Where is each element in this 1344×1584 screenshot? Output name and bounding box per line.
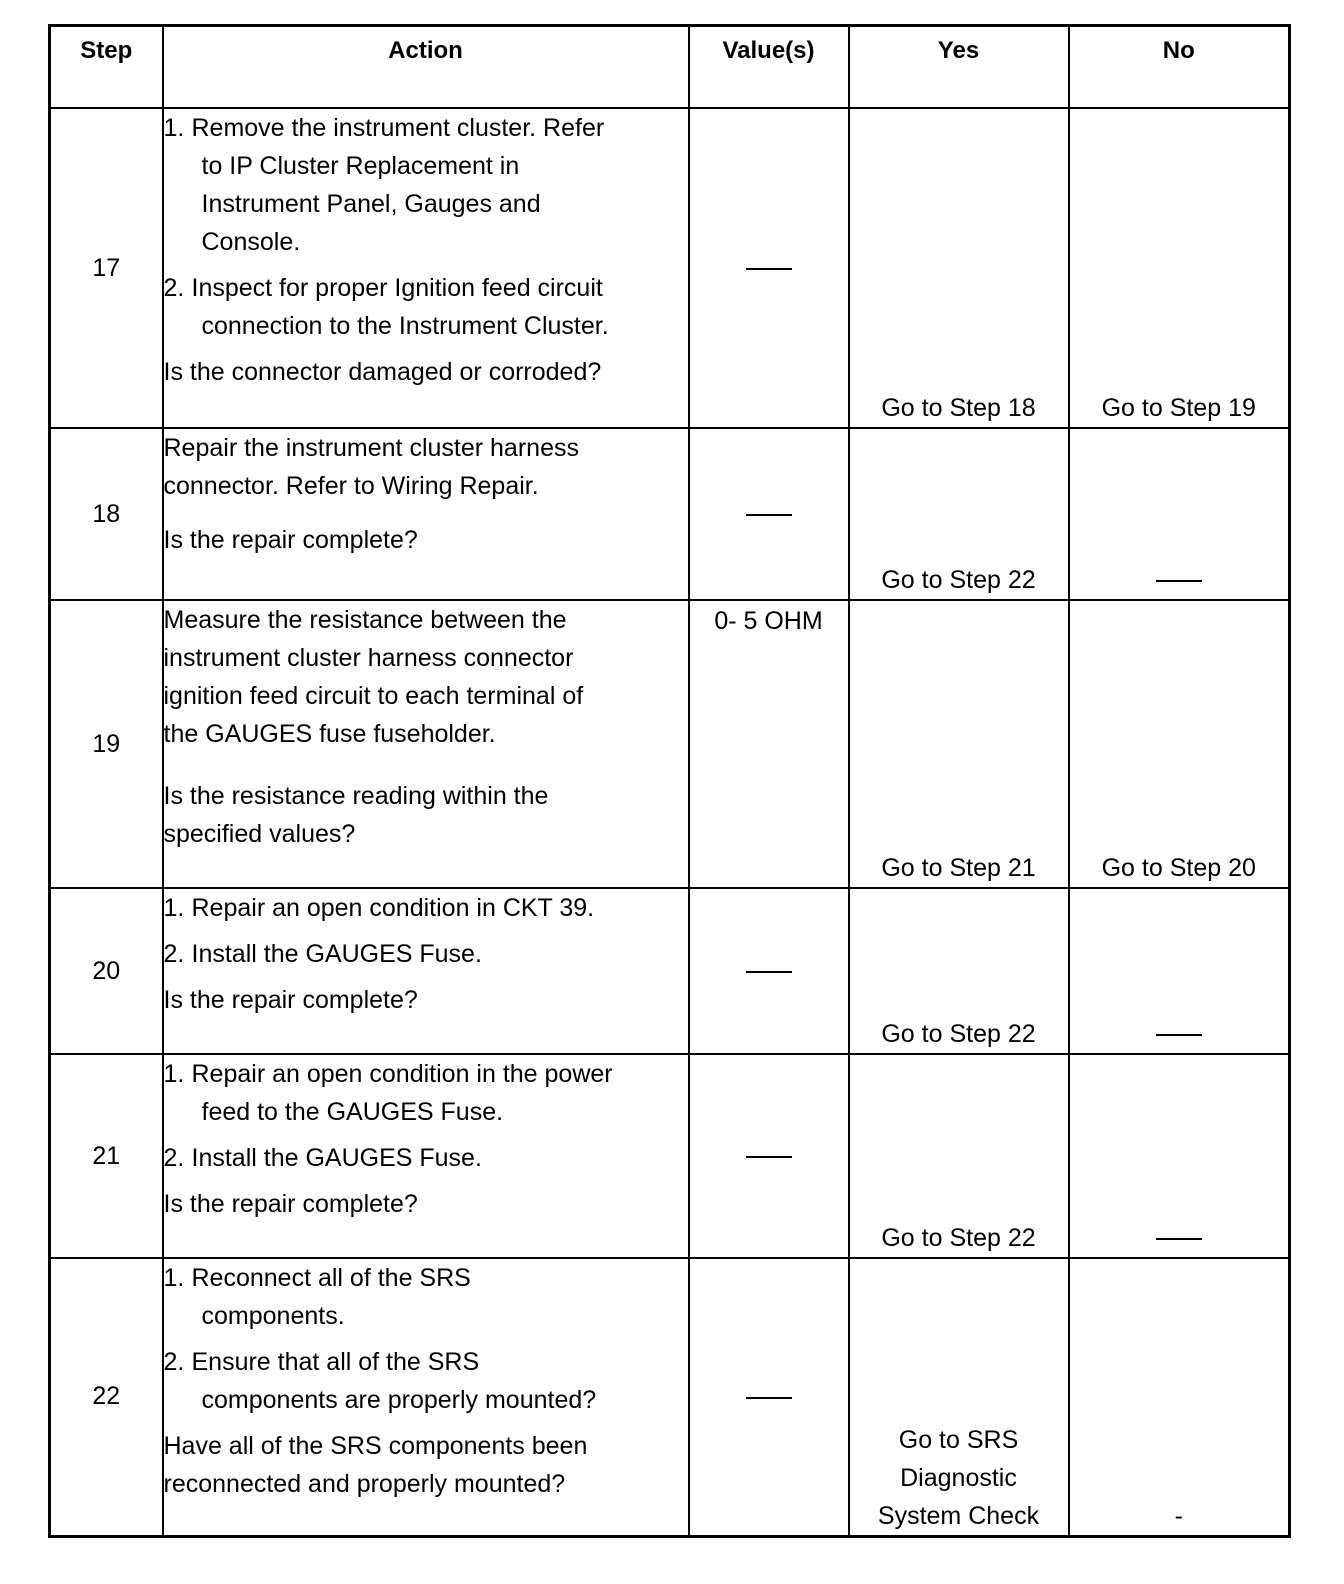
- item-text: feed to the GAUGES Fuse.: [201, 1098, 504, 1126]
- item-text: components.: [201, 1302, 345, 1330]
- yes-text: Diagnostic: [900, 1463, 1017, 1492]
- action-cell: [163, 888, 689, 1054]
- action-cell: [163, 428, 689, 600]
- item-number: 2.: [163, 1348, 185, 1376]
- step-number: 21: [50, 1054, 163, 1258]
- action-text: instrument cluster harness connector: [163, 644, 574, 672]
- item-number: 1.: [163, 894, 185, 922]
- step-number: 19: [50, 600, 163, 888]
- yes-cell: [849, 1258, 1069, 1536]
- step-number: 20: [50, 888, 163, 1054]
- action-text: connector. Refer to Wiring Repair.: [163, 472, 539, 500]
- action-text: the GAUGES fuse fuseholder.: [163, 720, 496, 748]
- action-question: Have all of the SRS components been: [163, 1432, 588, 1460]
- item-number: 2.: [163, 274, 185, 302]
- item-text: components are properly mounted?: [201, 1386, 597, 1414]
- item-text: Remove the instrument cluster. Refer: [191, 114, 605, 142]
- action-cell: [163, 108, 689, 428]
- table-row-17: [50, 108, 1290, 428]
- action-item: [164, 1139, 688, 1177]
- header-values: Value(s): [689, 26, 849, 109]
- value-cell: [689, 108, 849, 428]
- header-yes: Yes: [849, 26, 1069, 109]
- table-row-19: [50, 600, 1290, 888]
- item-text: Console.: [201, 228, 301, 256]
- step-number: 18: [50, 428, 163, 600]
- yes-cell: Go to Step 18: [849, 108, 1069, 428]
- yes-cell: Go to Step 22: [849, 428, 1069, 600]
- action-question: Is the repair complete?: [163, 526, 418, 554]
- no-cell: [1069, 888, 1290, 1054]
- step-number: 22: [50, 1258, 163, 1536]
- item-text: Repair an open condition in the power: [191, 1060, 613, 1088]
- action-item: [164, 1343, 688, 1419]
- no-cell: Go to Step 20: [1069, 600, 1290, 888]
- no-cell: Go to Step 19: [1069, 108, 1290, 428]
- action-question: reconnected and properly mounted?: [163, 1470, 566, 1498]
- yes-text: Go to SRS: [898, 1425, 1019, 1454]
- item-number: 1.: [163, 1060, 185, 1088]
- value-cell: [689, 1258, 849, 1536]
- action-question: Is the connector damaged or corroded?: [163, 358, 602, 386]
- action-item: [164, 889, 688, 927]
- no-dash: [1156, 580, 1202, 582]
- action-item: [164, 109, 688, 261]
- item-text: Inspect for proper Ignition feed circuit: [191, 274, 603, 302]
- yes-cell: Go to Step 22: [849, 888, 1069, 1054]
- item-text: Instrument Panel, Gauges and: [201, 190, 541, 218]
- action-cell: [163, 1258, 689, 1536]
- diagnostic-table: [48, 24, 1291, 1538]
- value-dash: [746, 1397, 792, 1399]
- action-question: Is the resistance reading within the: [163, 782, 549, 810]
- item-number: 2.: [163, 1144, 185, 1172]
- table-row-22: [50, 1258, 1290, 1536]
- item-text: Install the GAUGES Fuse.: [191, 1144, 482, 1172]
- item-text: Reconnect all of the SRS: [191, 1264, 471, 1292]
- header-row: [50, 26, 1290, 109]
- item-text: to IP Cluster Replacement in: [201, 152, 520, 180]
- step-number: 17: [50, 108, 163, 428]
- value-cell: [689, 428, 849, 600]
- action-text: ignition feed circuit to each terminal of: [163, 682, 584, 710]
- action-question: Is the repair complete?: [163, 986, 418, 1014]
- value-dash: [746, 514, 792, 516]
- action-text: Repair the instrument cluster harness: [163, 434, 579, 462]
- value-cell: [689, 888, 849, 1054]
- header-action: Action: [163, 26, 689, 109]
- header-no: No: [1069, 26, 1290, 109]
- value-cell: [689, 1054, 849, 1258]
- value-dash: [746, 1156, 792, 1158]
- item-text: Repair an open condition in CKT 39.: [191, 894, 595, 922]
- yes-text: System Check: [877, 1501, 1040, 1530]
- table-row-21: [50, 1054, 1290, 1258]
- yes-cell: Go to Step 21: [849, 600, 1069, 888]
- value-dash: [746, 268, 792, 270]
- action-cell: [163, 600, 689, 888]
- action-question: specified values?: [163, 820, 356, 848]
- value-cell: 0- 5 OHM: [689, 600, 849, 888]
- no-dash: [1156, 1034, 1202, 1036]
- action-item: [164, 935, 688, 973]
- item-number: 2.: [163, 940, 185, 968]
- action-item: [164, 1259, 688, 1335]
- header-step: Step: [50, 26, 163, 109]
- value-dash: [746, 971, 792, 973]
- action-item: [164, 1055, 688, 1131]
- no-cell: [1069, 428, 1290, 600]
- table-row-20: [50, 888, 1290, 1054]
- action-item: [164, 269, 688, 345]
- no-dash: [1156, 1238, 1202, 1240]
- item-text: Ensure that all of the SRS: [191, 1348, 480, 1376]
- item-number: 1.: [163, 1264, 185, 1292]
- action-text: Measure the resistance between the: [163, 606, 567, 634]
- action-question: Is the repair complete?: [163, 1190, 418, 1218]
- action-cell: [163, 1054, 689, 1258]
- no-cell: -: [1069, 1258, 1290, 1536]
- item-text: Install the GAUGES Fuse.: [191, 940, 482, 968]
- no-cell: [1069, 1054, 1290, 1258]
- item-number: 1.: [163, 114, 185, 142]
- table-row-18: [50, 428, 1290, 600]
- item-text: connection to the Instrument Cluster.: [201, 312, 609, 340]
- yes-cell: Go to Step 22: [849, 1054, 1069, 1258]
